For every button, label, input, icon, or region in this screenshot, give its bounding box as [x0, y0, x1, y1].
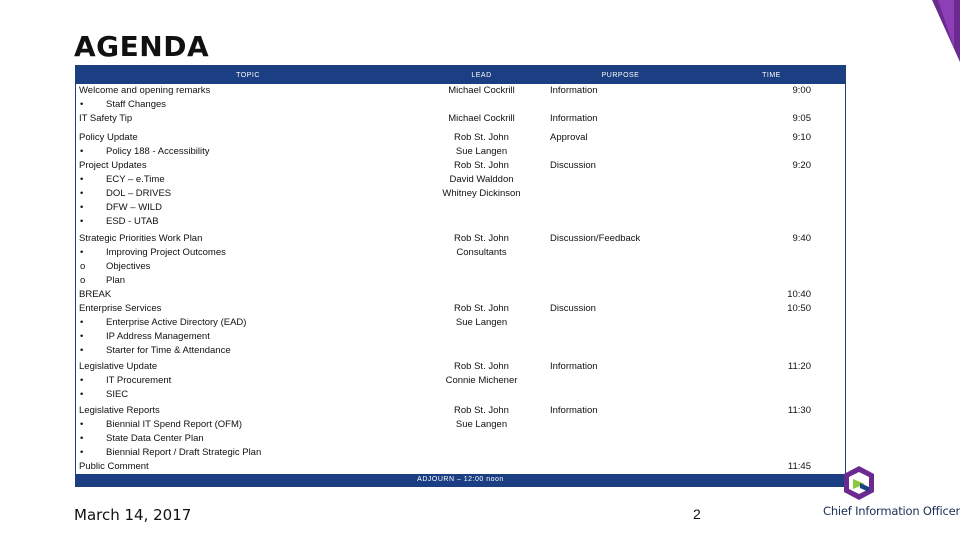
time-cell — [698, 288, 845, 302]
topic-cell — [76, 360, 420, 402]
topic-cell — [76, 131, 420, 159]
bullet-icon: • — [80, 433, 84, 444]
subitem-label: DFW – WILD — [106, 202, 162, 213]
bullet-icon: • — [80, 188, 84, 199]
bullet-icon: • — [80, 345, 84, 356]
purpose-cell — [543, 460, 698, 474]
lead-cell — [420, 360, 543, 402]
topic-title: Welcome and opening remarks — [79, 85, 211, 96]
topic-title: Policy Update — [79, 132, 138, 143]
topic-subitem — [79, 215, 420, 229]
header-time: TIME — [762, 71, 781, 79]
subitem-label: Biennial IT Spend Report (OFM) — [106, 419, 243, 430]
subitem-label: Plan — [106, 275, 126, 286]
topic-subitem — [79, 330, 420, 344]
header-purpose: PURPOSE — [601, 71, 640, 79]
topic-subitem — [79, 388, 420, 402]
topic-cell — [76, 112, 420, 126]
purpose-cell: Information — [550, 113, 598, 124]
topic-title: Project Updates — [79, 160, 147, 171]
lead-cell — [420, 460, 543, 474]
topic-cell — [76, 460, 420, 474]
lead-cell — [420, 84, 543, 112]
time-cell — [698, 159, 845, 229]
circle-bullet-icon: o — [80, 261, 86, 272]
topic-subitem — [79, 274, 420, 288]
slide-date: March 14, 2017 — [74, 506, 192, 524]
purpose-cell: Discussion — [550, 160, 596, 171]
topic-title: BREAK — [79, 289, 112, 300]
table-row — [76, 460, 845, 474]
topic-cell — [76, 288, 420, 302]
table-row — [76, 131, 845, 159]
topic-subitem — [79, 316, 420, 330]
table-row — [76, 288, 845, 302]
topic-cell — [76, 232, 420, 288]
bullet-icon: • — [80, 447, 84, 458]
purpose-cell: Discussion/Feedback — [550, 233, 641, 244]
time-value: 9:00 — [792, 85, 811, 96]
lead-name: Sue Langen — [455, 419, 508, 430]
purpose-cell: Information — [550, 85, 598, 96]
subitem-label: Staff Changes — [106, 99, 167, 110]
lead-cell — [420, 404, 543, 460]
time-cell — [698, 404, 845, 460]
subitem-label: SIEC — [106, 389, 129, 400]
table-row — [76, 232, 845, 288]
table-row — [76, 112, 845, 126]
subitem-label: Enterprise Active Directory (EAD) — [106, 317, 247, 328]
topic-cell — [76, 404, 420, 460]
lead-name: Sue Langen — [455, 146, 508, 157]
lead-name: Michael Cockrill — [448, 113, 515, 124]
lead-cell — [420, 112, 543, 126]
lead-name: Rob St. John — [454, 233, 509, 244]
time-value: 10:50 — [787, 303, 811, 314]
table-row — [76, 302, 845, 358]
header-lead: LEAD — [471, 71, 492, 79]
subitem-label: State Data Center Plan — [106, 433, 204, 444]
topic-subitem — [79, 201, 420, 215]
lead-cell — [420, 159, 543, 229]
purpose-cell: Information — [550, 361, 598, 372]
time-value: 9:40 — [792, 233, 811, 244]
topic-title: IT Safety Tip — [79, 113, 133, 124]
lead-cell — [420, 232, 543, 288]
bullet-icon: • — [80, 331, 84, 342]
table-row — [76, 360, 845, 402]
bullet-icon: • — [80, 419, 84, 430]
lead-name: Rob St. John — [454, 160, 509, 171]
topic-cell — [76, 159, 420, 229]
time-value: 9:20 — [792, 160, 811, 171]
topic-subitem — [79, 418, 420, 432]
subitem-label: IP Address Management — [106, 331, 210, 342]
purpose-cell: Information — [550, 405, 598, 416]
subitem-label: DOL – DRIVES — [106, 188, 172, 199]
lead-cell — [420, 288, 543, 302]
purpose-cell — [543, 288, 698, 302]
bullet-icon: • — [80, 216, 84, 227]
corner-accent-inner — [938, 0, 954, 48]
lead-name: Rob St. John — [454, 132, 509, 143]
agenda-table — [75, 65, 846, 487]
table-row — [76, 159, 845, 229]
header-topic: TOPIC — [236, 71, 260, 79]
topic-subitem — [79, 344, 420, 358]
topic-cell — [76, 302, 420, 358]
subitem-label: ESD - UTAB — [106, 216, 159, 227]
bullet-icon: • — [80, 202, 84, 213]
purpose-cell: Discussion — [550, 303, 596, 314]
topic-title: Legislative Reports — [79, 405, 160, 416]
circle-bullet-icon: o — [80, 275, 86, 286]
bullet-icon: • — [80, 174, 84, 185]
subitem-label: ECY – e.Time — [106, 174, 165, 185]
time-value: 9:05 — [792, 113, 811, 124]
table-header — [76, 66, 845, 84]
time-value: 11:45 — [787, 461, 811, 472]
time-cell — [698, 232, 845, 288]
time-value: 10:40 — [787, 289, 811, 300]
subitem-label: Improving Project Outcomes — [106, 247, 226, 258]
bullet-icon: • — [80, 146, 84, 157]
bullet-icon: • — [80, 375, 84, 386]
time-cell — [698, 360, 845, 402]
lead-name: Michael Cockrill — [448, 85, 515, 96]
time-value: 11:30 — [787, 405, 811, 416]
lead-name: David Walddon — [449, 174, 514, 185]
topic-subitem — [79, 98, 420, 112]
time-value: 9:10 — [792, 132, 811, 143]
subitem-label: Objectives — [106, 261, 151, 272]
topic-subitem — [79, 374, 420, 388]
table-footer: ADJOURN – 12:00 noon — [76, 474, 845, 486]
lead-name: Sue Langen — [455, 317, 508, 328]
time-value: 11:20 — [787, 361, 811, 372]
topic-cell — [76, 84, 420, 112]
subitem-label: Biennial Report / Draft Strategic Plan — [106, 447, 262, 458]
table-row — [76, 84, 845, 112]
purpose-cell: Approval — [550, 132, 588, 143]
lead-name: Whitney Dickinson — [442, 188, 521, 199]
page-title: AGENDA — [74, 30, 210, 63]
topic-title: Legislative Update — [79, 361, 158, 372]
lead-name: Rob St. John — [454, 303, 509, 314]
table-row — [76, 404, 845, 460]
bullet-icon: • — [80, 99, 84, 110]
topic-subitem — [79, 432, 420, 446]
time-cell — [698, 84, 845, 112]
lead-name: Rob St. John — [454, 361, 509, 372]
topic-subitem — [79, 246, 420, 260]
topic-subitem — [79, 446, 420, 460]
table-body — [76, 84, 845, 474]
time-cell — [698, 302, 845, 358]
time-cell — [698, 131, 845, 159]
lead-name: Consultants — [456, 247, 507, 258]
subitem-label: Policy 188 - Accessibility — [106, 146, 210, 157]
topic-subitem — [79, 173, 420, 187]
time-cell — [698, 112, 845, 126]
subitem-label: Starter for Time & Attendance — [106, 345, 231, 356]
lead-name: Connie Michener — [445, 375, 518, 386]
bullet-icon: • — [80, 317, 84, 328]
lead-cell — [420, 131, 543, 159]
subitem-label: IT Procurement — [106, 375, 172, 386]
bullet-icon: • — [80, 247, 84, 258]
topic-subitem — [79, 145, 420, 159]
topic-subitem — [79, 187, 420, 201]
bullet-icon: • — [80, 389, 84, 400]
lead-cell — [420, 302, 543, 358]
page-number: 2 — [693, 506, 701, 522]
topic-title: Strategic Priorities Work Plan — [79, 233, 203, 244]
topic-subitem — [79, 260, 420, 274]
topic-title: Public Comment — [79, 461, 149, 472]
topic-title: Enterprise Services — [79, 303, 162, 314]
logo-text: Chief Information Officer — [823, 504, 960, 518]
lead-name: Rob St. John — [454, 405, 509, 416]
